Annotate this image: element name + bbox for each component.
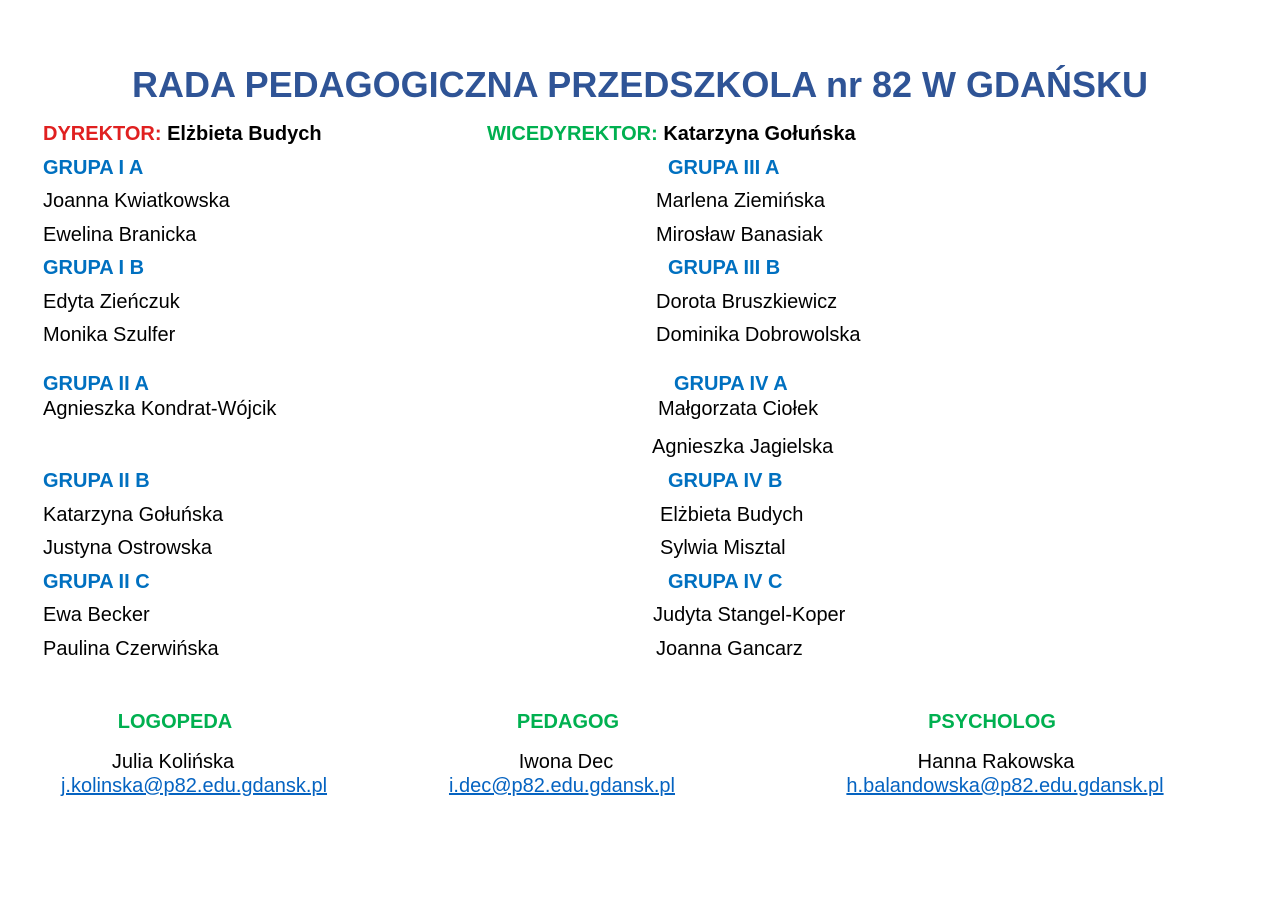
- teacher-name: Agnieszka Kondrat-Wójcik: [43, 398, 277, 420]
- vice-director-line: [487, 123, 856, 146]
- pedagog-email-link[interactable]: i.dec@p82.edu.gdansk.pl: [448, 775, 675, 797]
- teacher-name: Dorota Bruszkiewicz: [656, 291, 838, 313]
- teacher-name: Joanna Kwiatkowska: [43, 190, 230, 212]
- group-heading: GRUPA III A: [668, 157, 780, 179]
- teacher-name: Katarzyna Gołuńska: [43, 504, 224, 526]
- vice-director-name: Katarzyna Gołuńska: [663, 123, 856, 145]
- pedagog-name: Iwona Dec: [518, 751, 614, 773]
- teacher-name: Monika Szulfer: [43, 324, 176, 346]
- director-line: [43, 123, 322, 146]
- psycholog-email-link[interactable]: h.balandowska@p82.edu.gdansk.pl: [846, 775, 1164, 797]
- psycholog-name: Hanna Rakowska: [917, 751, 1075, 773]
- page-title: RADA PEDAGOGICZNA PRZEDSZKOLA nr 82 W GDAŃSKU: [131, 64, 1149, 105]
- group-heading: GRUPA IV A: [674, 373, 788, 395]
- group-heading: GRUPA II C: [43, 571, 150, 593]
- psycholog-heading: PSYCHOLOG: [928, 711, 1056, 733]
- group-heading: GRUPA IV B: [668, 470, 783, 492]
- group-heading: GRUPA III B: [668, 257, 781, 279]
- logopeda-heading: LOGOPEDA: [117, 711, 233, 733]
- teacher-name: Ewa Becker: [43, 604, 150, 626]
- group-heading: GRUPA I A: [43, 157, 144, 179]
- group-heading: GRUPA II A: [43, 373, 149, 395]
- logopeda-email-link[interactable]: j.kolinska@p82.edu.gdansk.pl: [60, 775, 328, 797]
- group-heading: GRUPA II B: [43, 470, 150, 492]
- teacher-name: Justyna Ostrowska: [43, 537, 212, 559]
- director-label: DYREKTOR:: [43, 123, 162, 145]
- teacher-name: Mirosław Banasiak: [656, 224, 823, 246]
- teacher-name: Elżbieta Budych: [660, 504, 804, 526]
- teacher-name: Edyta Zieńczuk: [43, 291, 180, 313]
- teacher-name: Marlena Ziemińska: [656, 190, 825, 212]
- teacher-name: Sylwia Misztal: [660, 537, 786, 559]
- pedagog-heading: PEDAGOG: [516, 711, 620, 733]
- teacher-name: Ewelina Branicka: [43, 224, 197, 246]
- teacher-name: Dominika Dobrowolska: [656, 324, 861, 346]
- teacher-name: Judyta Stangel-Koper: [653, 604, 846, 626]
- logopeda-name: Julia Kolińska: [111, 751, 235, 773]
- director-name: Elżbieta Budych: [167, 123, 322, 145]
- group-heading: GRUPA IV C: [668, 571, 783, 593]
- teacher-name: Agnieszka Jagielska: [652, 436, 834, 458]
- teacher-name: Małgorzata Ciołek: [658, 398, 819, 420]
- vice-director-label: WICEDYREKTOR:: [487, 123, 658, 145]
- teacher-name: Paulina Czerwińska: [43, 638, 219, 660]
- teacher-name: Joanna Gancarz: [656, 638, 803, 660]
- group-heading: GRUPA I B: [43, 257, 145, 279]
